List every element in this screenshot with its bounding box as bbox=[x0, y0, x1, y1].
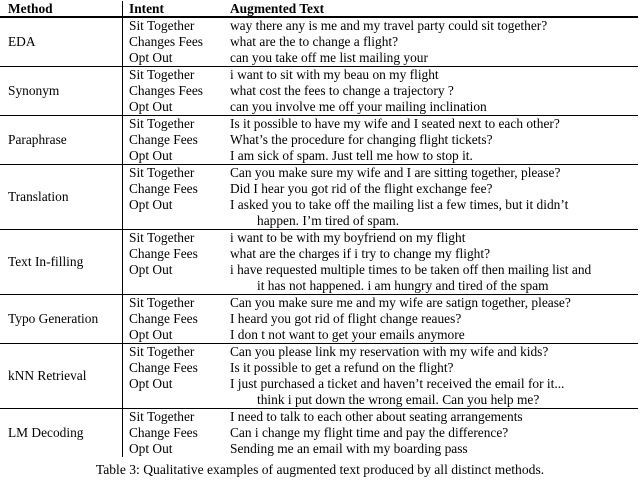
entries bbox=[123, 116, 638, 164]
entries bbox=[123, 295, 638, 343]
text-line-continuation: happen. I’m tired of spam. bbox=[257, 213, 400, 228]
entry-row bbox=[123, 34, 638, 50]
intent-cell: Opt Out bbox=[129, 441, 173, 456]
table-header bbox=[0, 1, 638, 18]
text-line: I heard you got rid of flight change reaues? bbox=[230, 311, 462, 326]
header-cell-intent: Intent bbox=[129, 1, 164, 16]
method-label: Typo Generation bbox=[8, 311, 99, 326]
intent-cell: Change Fees bbox=[129, 246, 198, 261]
method-cell bbox=[0, 116, 123, 164]
method-cell bbox=[0, 295, 123, 343]
intent-cell: Sit Together bbox=[129, 165, 195, 180]
method-cell bbox=[0, 230, 123, 294]
text-line-continuation: think i put down the wrong email. Can you help me? bbox=[257, 392, 540, 407]
entry-row bbox=[123, 50, 638, 66]
text-cell bbox=[230, 99, 638, 115]
text-line: what are the charges if i try to change my flight? bbox=[230, 246, 491, 261]
intent-cell: Opt Out bbox=[129, 197, 173, 212]
table-row-text-infilling bbox=[0, 230, 638, 295]
intent-cell: Change Fees bbox=[129, 181, 198, 196]
intent-cell: Sit Together bbox=[129, 295, 195, 310]
intent-cell: Change Fees bbox=[129, 360, 198, 375]
text-cell bbox=[230, 197, 638, 229]
entries bbox=[123, 165, 638, 229]
entries bbox=[123, 67, 638, 115]
entry-row bbox=[123, 116, 638, 132]
text-line: what are the to change a flight? bbox=[230, 34, 399, 49]
intent-cell: Sit Together bbox=[129, 18, 195, 33]
text-line: Sending me an email with my boarding pass bbox=[230, 441, 468, 456]
intent-cell: Sit Together bbox=[129, 230, 195, 245]
header-cell-method: Method bbox=[0, 1, 123, 16]
text-cell bbox=[230, 344, 638, 360]
entries bbox=[123, 230, 638, 294]
text-cell bbox=[230, 230, 638, 246]
text-line: Is it possible to have my wife and I seated next to each other? bbox=[230, 116, 560, 131]
entry-row bbox=[123, 425, 638, 441]
text-cell bbox=[230, 360, 638, 376]
text-line: What’s the procedure for changing flight tickets? bbox=[230, 132, 493, 147]
text-line: I just purchased a ticket and haven’t received the email for it... bbox=[230, 376, 565, 391]
text-cell bbox=[230, 262, 638, 294]
text-line: i want to sit with my beau on my flight bbox=[230, 67, 439, 82]
entry-row bbox=[123, 148, 638, 164]
intent-cell: Opt Out bbox=[129, 376, 173, 391]
method-cell bbox=[0, 67, 123, 115]
entry-row bbox=[123, 360, 638, 376]
text-line: Can i change my flight time and pay the difference? bbox=[230, 425, 509, 440]
method-cell bbox=[0, 165, 123, 229]
text-cell bbox=[230, 311, 638, 327]
method-cell bbox=[0, 344, 123, 408]
entries bbox=[123, 18, 638, 66]
entry-row bbox=[123, 344, 638, 360]
text-line: way there any is me and my travel party could sit together? bbox=[230, 18, 548, 33]
table-row-synonym bbox=[0, 67, 638, 116]
table-row-knn-retrieval bbox=[0, 344, 638, 409]
text-cell bbox=[230, 441, 638, 457]
intent-cell: Sit Together bbox=[129, 344, 195, 359]
method-cell bbox=[0, 18, 123, 66]
text-cell bbox=[230, 409, 638, 425]
text-cell bbox=[230, 50, 638, 66]
text-cell bbox=[230, 116, 638, 132]
header-cell-augmented-text: Augmented Text bbox=[230, 1, 325, 16]
intent-cell: Opt Out bbox=[129, 99, 173, 114]
intent-cell: Opt Out bbox=[129, 50, 173, 65]
entries bbox=[123, 344, 638, 408]
method-label: EDA bbox=[8, 34, 36, 49]
text-line: I need to talk to each other about seating arrangements bbox=[230, 409, 523, 424]
text-cell bbox=[230, 67, 638, 83]
entry-row bbox=[123, 181, 638, 197]
text-line: can you take off me list mailing your bbox=[230, 50, 428, 65]
table-row-lm-decoding bbox=[0, 409, 638, 457]
entry-row bbox=[123, 409, 638, 425]
text-cell bbox=[230, 83, 638, 99]
method-label: Synonym bbox=[8, 83, 60, 98]
text-cell bbox=[230, 181, 638, 197]
entry-row bbox=[123, 295, 638, 311]
text-cell bbox=[230, 18, 638, 34]
table-row-eda bbox=[0, 18, 638, 67]
text-line: Can you please link my reservation with my wife and kids? bbox=[230, 344, 549, 359]
entry-row bbox=[123, 67, 638, 83]
intent-cell: Opt Out bbox=[129, 262, 173, 277]
method-cell bbox=[0, 409, 123, 457]
intent-cell: Changes Fees bbox=[129, 83, 204, 98]
intent-cell: Opt Out bbox=[129, 148, 173, 163]
text-line-continuation: it has not happened. i am hungry and tired of the spam bbox=[257, 278, 549, 293]
text-cell bbox=[230, 132, 638, 148]
text-line: i have requested multiple times to be taken off then mailing list and bbox=[230, 262, 592, 277]
intent-cell: Sit Together bbox=[129, 116, 195, 131]
text-line: Can you make sure my wife and I are sitting together, please? bbox=[230, 165, 561, 180]
text-line: i want to be with my boyfriend on my flight bbox=[230, 230, 466, 245]
method-label: Translation bbox=[8, 189, 69, 204]
text-line: I am sick of spam. Just tell me how to stop it. bbox=[230, 148, 473, 163]
entry-row bbox=[123, 262, 638, 294]
text-line: what cost the fees to change a trajectory ? bbox=[230, 83, 454, 98]
text-line: Is it possible to get a refund on the flight? bbox=[230, 360, 454, 375]
text-line: I asked you to take off the mailing list a few times, but it didn’t bbox=[230, 197, 569, 212]
intent-cell: Changes Fees bbox=[129, 34, 204, 49]
entry-row bbox=[123, 376, 638, 408]
entry-row bbox=[123, 83, 638, 99]
table-row-translation bbox=[0, 165, 638, 230]
entry-row bbox=[123, 311, 638, 327]
text-line: Can you make sure me and my wife are satign together, please? bbox=[230, 295, 571, 310]
text-cell bbox=[230, 34, 638, 50]
text-line: can you involve me off your mailing inclination bbox=[230, 99, 487, 114]
text-cell bbox=[230, 165, 638, 181]
entry-row bbox=[123, 441, 638, 457]
method-label: LM Decoding bbox=[8, 425, 84, 440]
method-label: kNN Retrieval bbox=[8, 368, 87, 383]
intent-cell: Sit Together bbox=[129, 409, 195, 424]
table-row-typo-generation bbox=[0, 295, 638, 344]
entries bbox=[123, 409, 638, 457]
text-line: I don t not want to get your emails anymore bbox=[230, 327, 465, 342]
method-label: Paraphrase bbox=[8, 132, 67, 147]
entry-row bbox=[123, 99, 638, 115]
intent-cell: Change Fees bbox=[129, 311, 198, 326]
augmented-text-table bbox=[0, 1, 638, 457]
table-row-paraphrase bbox=[0, 116, 638, 165]
entry-row bbox=[123, 132, 638, 148]
header-rest bbox=[123, 1, 638, 16]
text-cell bbox=[230, 425, 638, 441]
text-cell bbox=[230, 246, 638, 262]
text-cell bbox=[230, 327, 638, 343]
intent-cell: Opt Out bbox=[129, 327, 173, 342]
intent-cell: Sit Together bbox=[129, 67, 195, 82]
method-label: Text In-filling bbox=[8, 254, 84, 269]
intent-cell: Change Fees bbox=[129, 425, 198, 440]
entry-row bbox=[123, 327, 638, 343]
text-cell bbox=[230, 295, 638, 311]
intent-cell: Change Fees bbox=[129, 132, 198, 147]
text-cell bbox=[230, 148, 638, 164]
entry-row bbox=[123, 197, 638, 229]
entry-row bbox=[123, 246, 638, 262]
entry-row bbox=[123, 230, 638, 246]
table-caption: Table 3: Qualitative examples of augmented text produced by all distinct methods. bbox=[95, 462, 545, 477]
entry-row bbox=[123, 165, 638, 181]
entry-row bbox=[123, 18, 638, 34]
text-line: Did I hear you got rid of the flight exchange fee? bbox=[230, 181, 493, 196]
text-cell bbox=[230, 376, 638, 408]
